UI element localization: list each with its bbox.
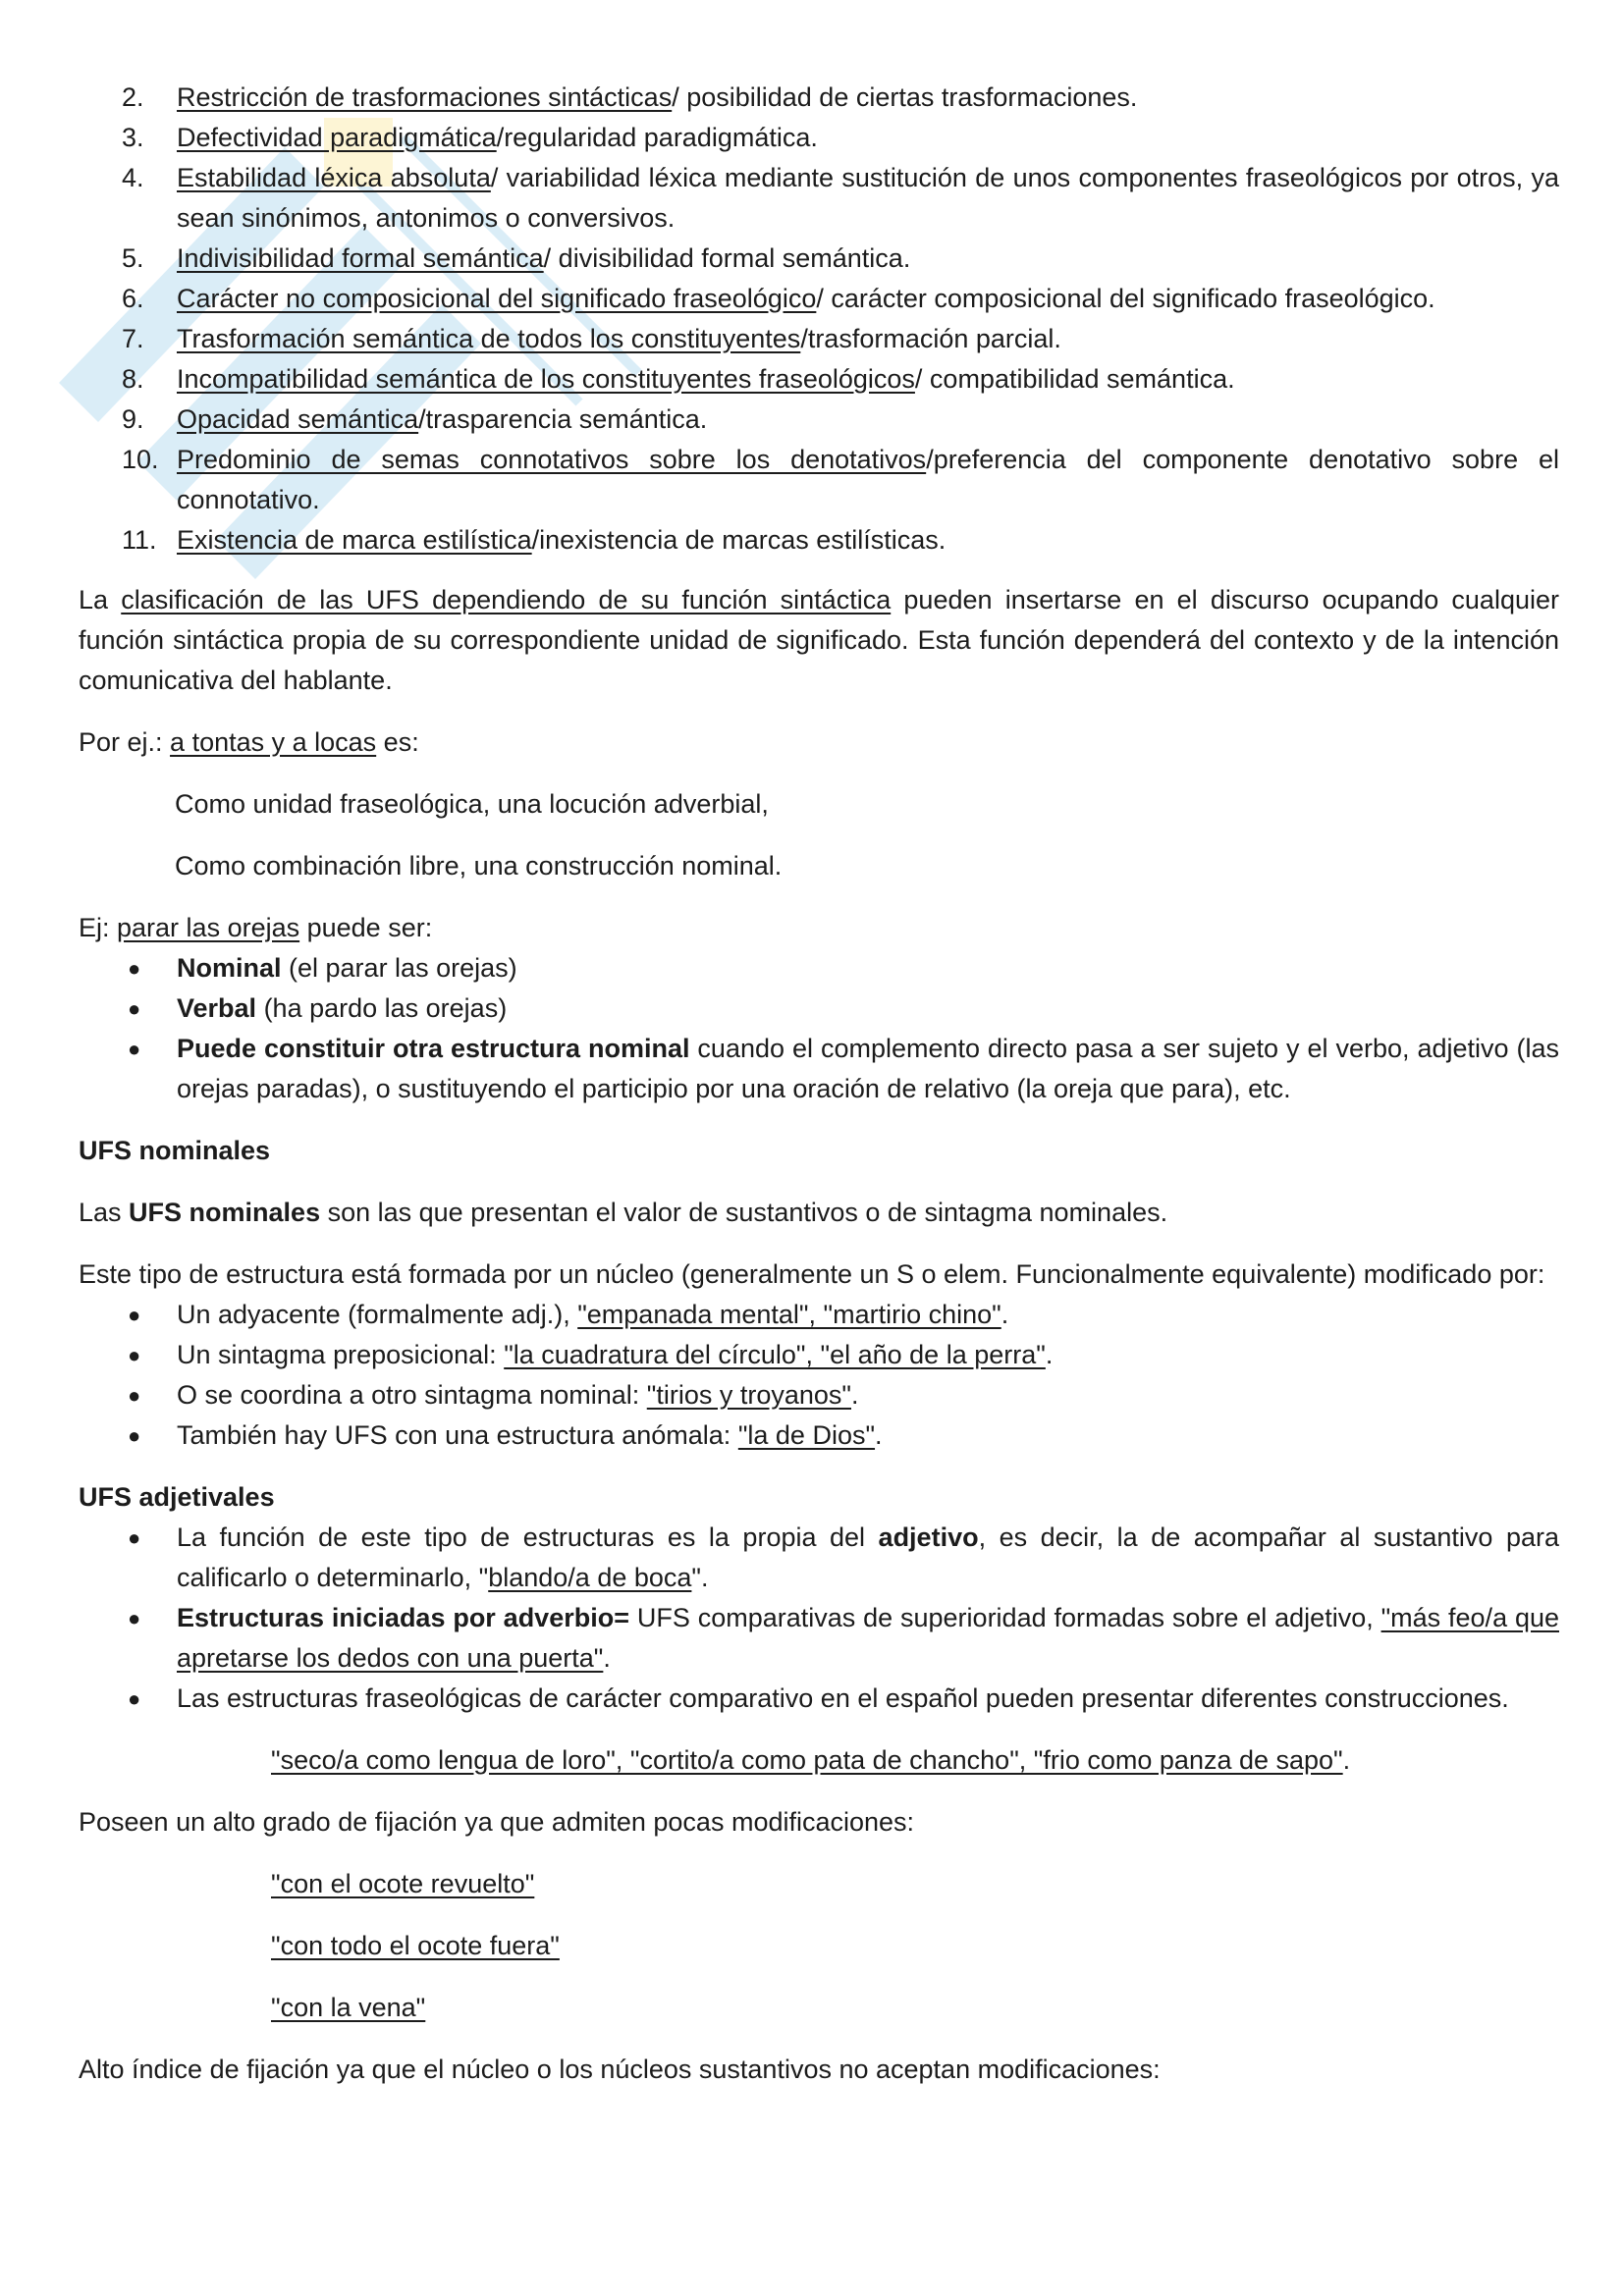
fijacion-example-3 <box>79 1988 1559 2028</box>
section-heading-adjetivales: UFS adjetivales <box>79 1482 275 1512</box>
fijacion-paragraph-1: Poseen un alto grado de fijación ya que admiten pocas modificaciones: <box>79 1807 915 1837</box>
underlined-term: "seco/a como lengua de loro", "cortito/a como pata de chancho", "frio como panza de sapo" <box>271 1745 1343 1775</box>
underlined-term: "la de Dios" <box>737 1420 876 1450</box>
list-item: 10. Predominio de semas connotativos sobre los denotativos/preferencia del componente denotativo sobre el connotativo. <box>122 445 1559 514</box>
bullet-icon: ● <box>128 956 141 981</box>
underlined-term: Estabilidad léxica absoluta <box>177 163 491 192</box>
bullet-icon: ● <box>128 1303 141 1327</box>
list-item: ● O se coordina a otro sintagma nominal: "tirios y troyanos". <box>79 1375 1559 1415</box>
list-item: ● También hay UFS con una estructura anómala: "la de Dios". <box>79 1415 1559 1456</box>
list-item: ● Puede constituir otra estructura nominal cuando el complemento directo pasa a ser sujeto y el verbo, adjetivo (las orejas paradas), o sustituyendo el participio por una oración de relativo (la oreja que para), etc. <box>79 1029 1559 1109</box>
nominales-bullets <box>79 1295 1559 1456</box>
bullet-icon: ● <box>128 1525 141 1550</box>
list-item: ● Las estructuras fraseológicas de carácter comparativo en el español pueden presentar diferentes construcciones. <box>79 1679 1559 1719</box>
bullet-icon: ● <box>128 996 141 1021</box>
list-item: 7. Trasformación semántica de todos los constituyentes/trasformación parcial. <box>122 324 1061 353</box>
underlined-term: "con la vena" <box>271 1993 426 2022</box>
adjetivales-bullets <box>79 1518 1559 1719</box>
example-1-line-2: Como combinación libre, una construcción nominal. <box>175 851 783 881</box>
underlined-term: blando/a de boca <box>488 1563 692 1592</box>
underlined-term: "con todo el ocote fuera" <box>271 1931 560 1960</box>
underlined-term: "empanada mental", "martirio chino" <box>577 1300 1001 1329</box>
bullet-icon: ● <box>128 1423 141 1448</box>
list-item: 2. Restricción de trasformaciones sintácticas/ posibilidad de ciertas trasformaciones. <box>122 82 1138 112</box>
comparative-examples: "seco/a como lengua de loro", "cortito/a como pata de chancho", "frio como panza de sapo". <box>271 1745 1351 1775</box>
list-item: ● La función de este tipo de estructuras es la propia del adjetivo, es decir, la de acompañar al sustantivo para calificarlo o determinarlo, "blando/a de boca". <box>79 1518 1559 1598</box>
example-1-intro: Por ej.: a tontas y a locas es: <box>79 727 419 757</box>
list-item: 8. Incompatibilidad semántica de los constituyentes fraseológicos/ compatibilidad semántica. <box>122 364 1235 394</box>
classification-paragraph: La clasificación de las UFS dependiendo de su función sintáctica pueden insertarse en el discurso ocupando cualquier función sintáctica propia de su correspondiente unidad de significado. Esta función dependerá del contexto y de la intención comunicativa del hablante. <box>79 585 1559 695</box>
list-item: ● Verbal (ha pardo las orejas) <box>79 988 1559 1029</box>
nominales-paragraph-1: Las UFS nominales son las que presentan el valor de sustantivos o de sintagma nominales. <box>79 1198 1168 1227</box>
underlined-term: "con el ocote revuelto" <box>271 1869 535 1898</box>
list-item: ● Estructuras iniciadas por adverbio= UFS comparativas de superioridad formadas sobre el adjetivo, "más feo/a que apretarse los dedos con una puerta". <box>79 1598 1559 1679</box>
bullet-icon: ● <box>128 1343 141 1367</box>
underlined-term: Restricción de trasformaciones sintácticas <box>177 82 673 112</box>
list-item: ● Un adyacente (formalmente adj.), "empanada mental", "martirio chino". <box>79 1295 1559 1335</box>
fijacion-example-1 <box>79 1864 1559 1904</box>
underlined-term: "más feo/a que apretarse los dedos con una puerta" <box>177 1603 1559 1673</box>
list-item: 9. Opacidad semántica/trasparencia semántica. <box>122 404 708 434</box>
underlined-term: Carácter no composicional del significado fraseológico <box>177 284 817 313</box>
underlined-term: Existencia de marca estilística <box>177 525 532 555</box>
underlined-term: Trasformación semántica de todos los constituyentes <box>177 324 801 353</box>
underlined-term: clasificación de las UFS dependiendo de su función sintáctica <box>121 585 892 614</box>
example-2-bullets <box>79 948 1559 1109</box>
underlined-term: Indivisibilidad formal semántica <box>177 243 544 273</box>
underlined-term: Defectividad paradigmática <box>177 123 497 152</box>
list-item: ● Un sintagma preposicional: "la cuadratura del círculo", "el año de la perra". <box>79 1335 1559 1375</box>
bullet-icon: ● <box>128 1686 141 1711</box>
list-item: ● Nominal (el parar las orejas) <box>79 948 1559 988</box>
list-item: 5. Indivisibilidad formal semántica/ divisibilidad formal semántica. <box>122 243 911 273</box>
fijacion-paragraph-2: Alto índice de fijación ya que el núcleo o los núcleos sustantivos no aceptan modificaciones: <box>79 2055 1161 2084</box>
underlined-term: Predominio de semas connotativos sobre los denotativos <box>177 445 927 474</box>
nominales-paragraph-2: Este tipo de estructura está formada por un núcleo (generalmente un S o elem. Funcionalmente equivalente) modificado por: <box>79 1259 1545 1289</box>
properties-list <box>79 78 1559 561</box>
underlined-term: Incompatibilidad semántica de los constituyentes fraseológicos <box>177 364 915 394</box>
bullet-icon: ● <box>128 1383 141 1408</box>
underlined-term: Opacidad semántica <box>177 404 419 434</box>
section-heading-nominales: UFS nominales <box>79 1136 271 1165</box>
fijacion-example-2 <box>79 1926 1559 1966</box>
bullet-icon: ● <box>128 1037 141 1061</box>
underlined-term: "tirios y troyanos" <box>646 1380 851 1410</box>
example-1-line-1: Como unidad fraseológica, una locución adverbial, <box>175 789 769 819</box>
example-2-intro: Ej: parar las orejas puede ser: <box>79 913 433 942</box>
bullet-icon: ● <box>128 1606 141 1630</box>
underlined-term: parar las orejas <box>117 913 300 942</box>
list-item: 11. Existencia de marca estilística/inexistencia de marcas estilísticas. <box>122 525 947 555</box>
list-item: 4. Estabilidad léxica absoluta/ variabilidad léxica mediante sustitución de unos componentes fraseológicos por otros, ya sean sinónimos, antonimos o conversivos. <box>122 163 1559 233</box>
underlined-term: a tontas y a locas <box>170 727 377 757</box>
list-item: 3. Defectividad paradigmática/regularidad paradigmática. <box>122 123 818 152</box>
document-body <box>79 78 1559 2090</box>
underlined-term: "la cuadratura del círculo", "el año de la perra" <box>504 1340 1046 1369</box>
list-item: 6. Carácter no composicional del significado fraseológico/ carácter composicional del significado fraseológico. <box>122 284 1435 313</box>
